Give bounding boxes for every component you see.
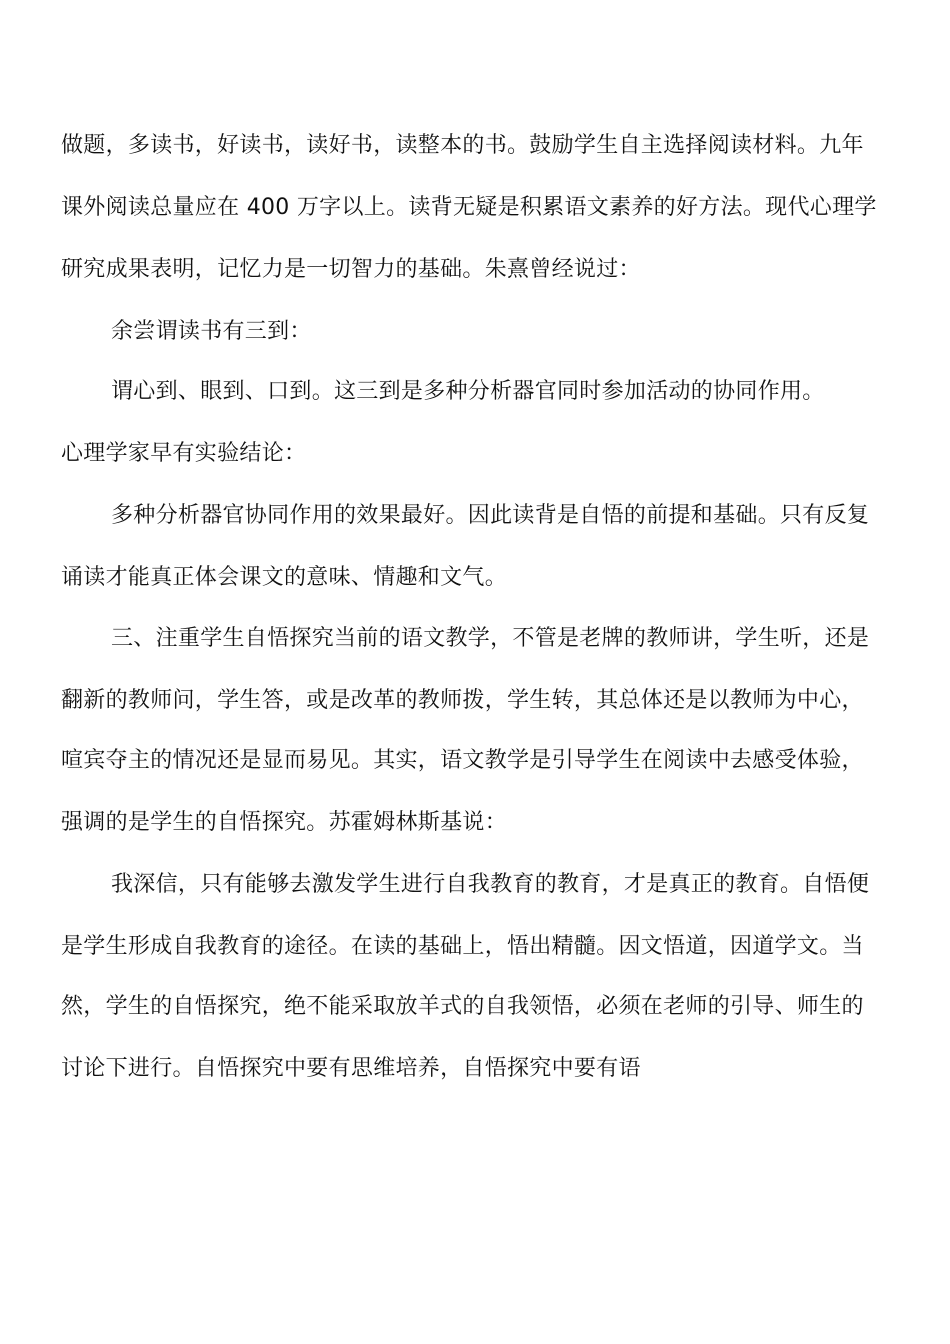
text-line-10: 翻新的教师问，学生答，或是改革的教师拨，学生转，其总体还是以教师为中心， [61, 688, 864, 713]
text-line-12: 强调的是学生的自悟探究。苏霍姆林斯基说： [61, 810, 508, 835]
text-line-14: 是学生形成自我教育的途径。在读的基础上，悟出精髓。因文悟道，因道学文。当 [61, 934, 864, 959]
text-line-15: 然，学生的自悟探究，绝不能采取放羊式的自我领悟，必须在老师的引导、师生的 [61, 994, 864, 1019]
text-line-8: 诵读才能真正体会课文的意味、情趣和文气。 [61, 565, 508, 590]
text-line-6: 心理学家早有实验结论： [61, 441, 307, 466]
text-line-13: 我深信，只有能够去激发学生进行自我教育的教育，才是真正的教育。自悟便 [111, 872, 870, 897]
text-line-4: 余尝谓读书有三到： [111, 319, 312, 344]
text-line-7: 多种分析器官协同作用的效果最好。因此读背是自悟的前提和基础。只有反复 [111, 503, 870, 528]
text-line-11: 喧宾夺主的情况还是显而易见。其实，语文教学是引导学生在阅读中去感受体验， [61, 748, 864, 773]
text-line-5: 谓心到、眼到、口到。这三到是多种分析器官同时参加活动的协同作用。 [111, 379, 825, 404]
text-line-2: 课外阅读总量应在 400 万字以上。读背无疑是积累语文素养的好方法。现代心理学 [61, 195, 877, 220]
text-line-9: 三、注重学生自悟探究当前的语文教学，不管是老牌的教师讲，学生听，还是 [111, 626, 870, 651]
text-line-16: 讨论下进行。自悟探究中要有思维培养，自悟探究中要有语 [61, 1056, 641, 1081]
text-line-3: 研究成果表明，记忆力是一切智力的基础。朱熹曾经说过： [61, 257, 641, 282]
text-line-1: 做题，多读书，好读书，读好书，读整本的书。鼓励学生自主选择阅读材料。九年 [61, 133, 864, 158]
